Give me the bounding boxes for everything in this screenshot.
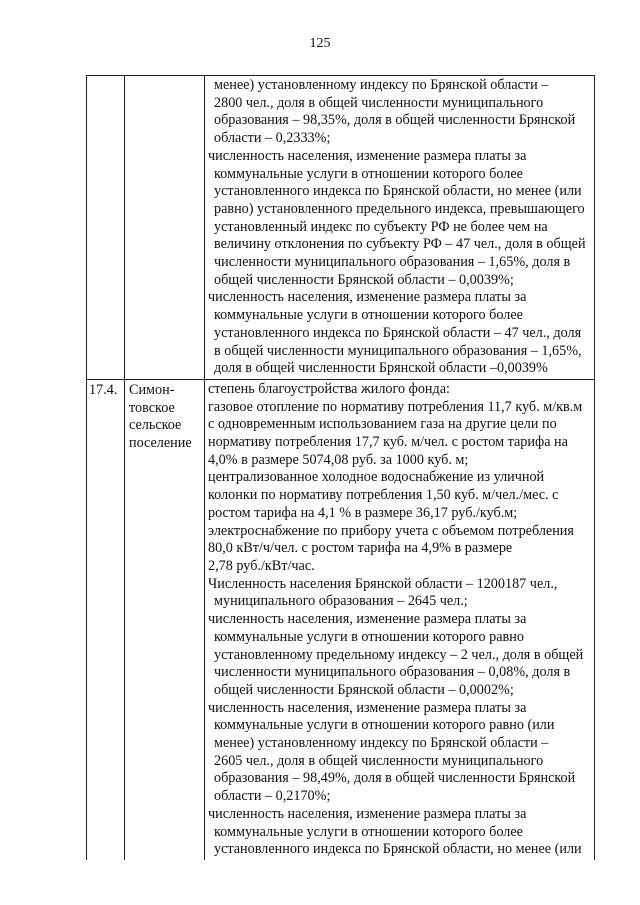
description-cell <box>205 379 595 859</box>
description-line: установленному предельному индексу – 2 чел., доля в общей <box>214 646 584 663</box>
description-line: образования – 98,49%, доля в общей численности Брянской <box>214 770 576 787</box>
description-line: в общей численности муниципального образования – 1,65%, <box>214 342 582 359</box>
description-line: численности муниципального образования – 0,08%, доля в <box>214 664 571 681</box>
description-line: ростом тарифа на 4,1 % в размере 36,17 руб./куб.м; <box>208 504 518 521</box>
description-line: доля в общей численности Брянской области –0,0039% <box>214 360 548 377</box>
page-number: 125 <box>309 36 331 51</box>
description-line: установленный индекс по субъекту РФ не более чем на <box>214 218 548 235</box>
settlement-name-line: Симон- <box>129 381 175 398</box>
table-row <box>87 76 595 380</box>
description-line: 4,0% в размере 5074,08 руб. за 1000 куб. м; <box>208 451 469 468</box>
row-number-cell <box>87 76 125 380</box>
description-line: области – 0,2170%; <box>214 788 331 805</box>
description-line: степень благоустройства жилого фонда: <box>208 380 450 397</box>
tariff-table <box>86 75 595 860</box>
description-line: коммунальные услуги в отношении которого более <box>214 307 523 324</box>
description-line: коммунальные услуги в отношении которого более <box>214 823 523 840</box>
description-line: образования – 98,35%, доля в общей численности Брянской <box>214 112 576 129</box>
description-line: численность населения, изменение размера платы за <box>208 805 527 822</box>
description-line: 2800 чел., доля в общей численности муниципального <box>214 94 544 111</box>
description-line: коммунальные услуги в отношении которого более <box>214 165 523 182</box>
description-line: численность населения, изменение размера платы за <box>208 699 527 716</box>
description-line: 2605 чел., доля в общей численности муниципального <box>214 752 544 769</box>
description-line: электроснабжение по прибору учета с объемом потребления <box>208 522 574 539</box>
settlement-name-cell <box>125 76 205 380</box>
description-line: равно) установленного предельного индекса, превышающего <box>214 200 585 217</box>
description-line: установленного индекса по Брянской области – 47 чел., доля <box>214 324 582 341</box>
settlement-name-line: товское <box>129 399 175 416</box>
description-line: муниципального образования – 2645 чел.; <box>214 593 468 610</box>
description-line: нормативу потребления 17,7 куб. м/чел. с ростом тарифа на <box>208 434 568 451</box>
description-line: коммунальные услуги в отношении которого равно <box>214 628 524 645</box>
description-line: установленного индекса по Брянской области, но менее (или <box>214 183 582 200</box>
description-line: 2,78 руб./кВт/час. <box>208 557 315 574</box>
table-body <box>87 76 595 860</box>
description-line: менее) установленному индексу по Брянской области – <box>214 735 549 752</box>
description-line: численности муниципального образования – 1,65%, доля в <box>214 254 571 271</box>
description-line: менее) установленному индексу по Брянской области – <box>214 77 549 93</box>
description-line: общей численности Брянской области – 0,0039%; <box>214 271 514 288</box>
settlement-name-line: сельское <box>129 417 182 434</box>
table-row <box>87 379 595 859</box>
description-line: колонки по нормативу потребления 1,50 куб. м/чел./мес. с <box>208 487 559 504</box>
description-line: коммунальные услуги в отношении которого равно (или <box>214 717 555 734</box>
description-line: с одновременным использованием газа на другие цели по <box>208 416 557 433</box>
description-line: численность населения, изменение размера платы за <box>208 147 527 164</box>
description-line: централизованное холодное водоснабжение из уличной <box>208 469 545 486</box>
description-cell <box>205 76 595 380</box>
description-line: 80,0 кВт/ч/чел. с ростом тарифа на 4,9% в размере <box>208 540 513 557</box>
description-line: численность населения, изменение размера платы за <box>208 611 527 628</box>
description-line: установленного индекса по Брянской области, но менее (или <box>214 841 582 858</box>
settlement-name-line: поселение <box>129 435 192 452</box>
description-line: Численность населения Брянской области – 1200187 чел., <box>208 575 558 592</box>
row-number-cell: 17.4. <box>87 379 125 859</box>
description-line: газовое отопление по нормативу потребления 11,7 куб. м/кв.м <box>208 398 583 415</box>
description-line: области – 0,2333%; <box>214 130 331 147</box>
description-line: численность населения, изменение размера платы за <box>208 289 527 306</box>
description-line: величину отклонения по субъекту РФ – 47 чел., доля в общей <box>214 236 586 253</box>
settlement-name-cell <box>125 379 205 859</box>
description-line: общей численности Брянской области – 0,0002%; <box>214 681 514 698</box>
